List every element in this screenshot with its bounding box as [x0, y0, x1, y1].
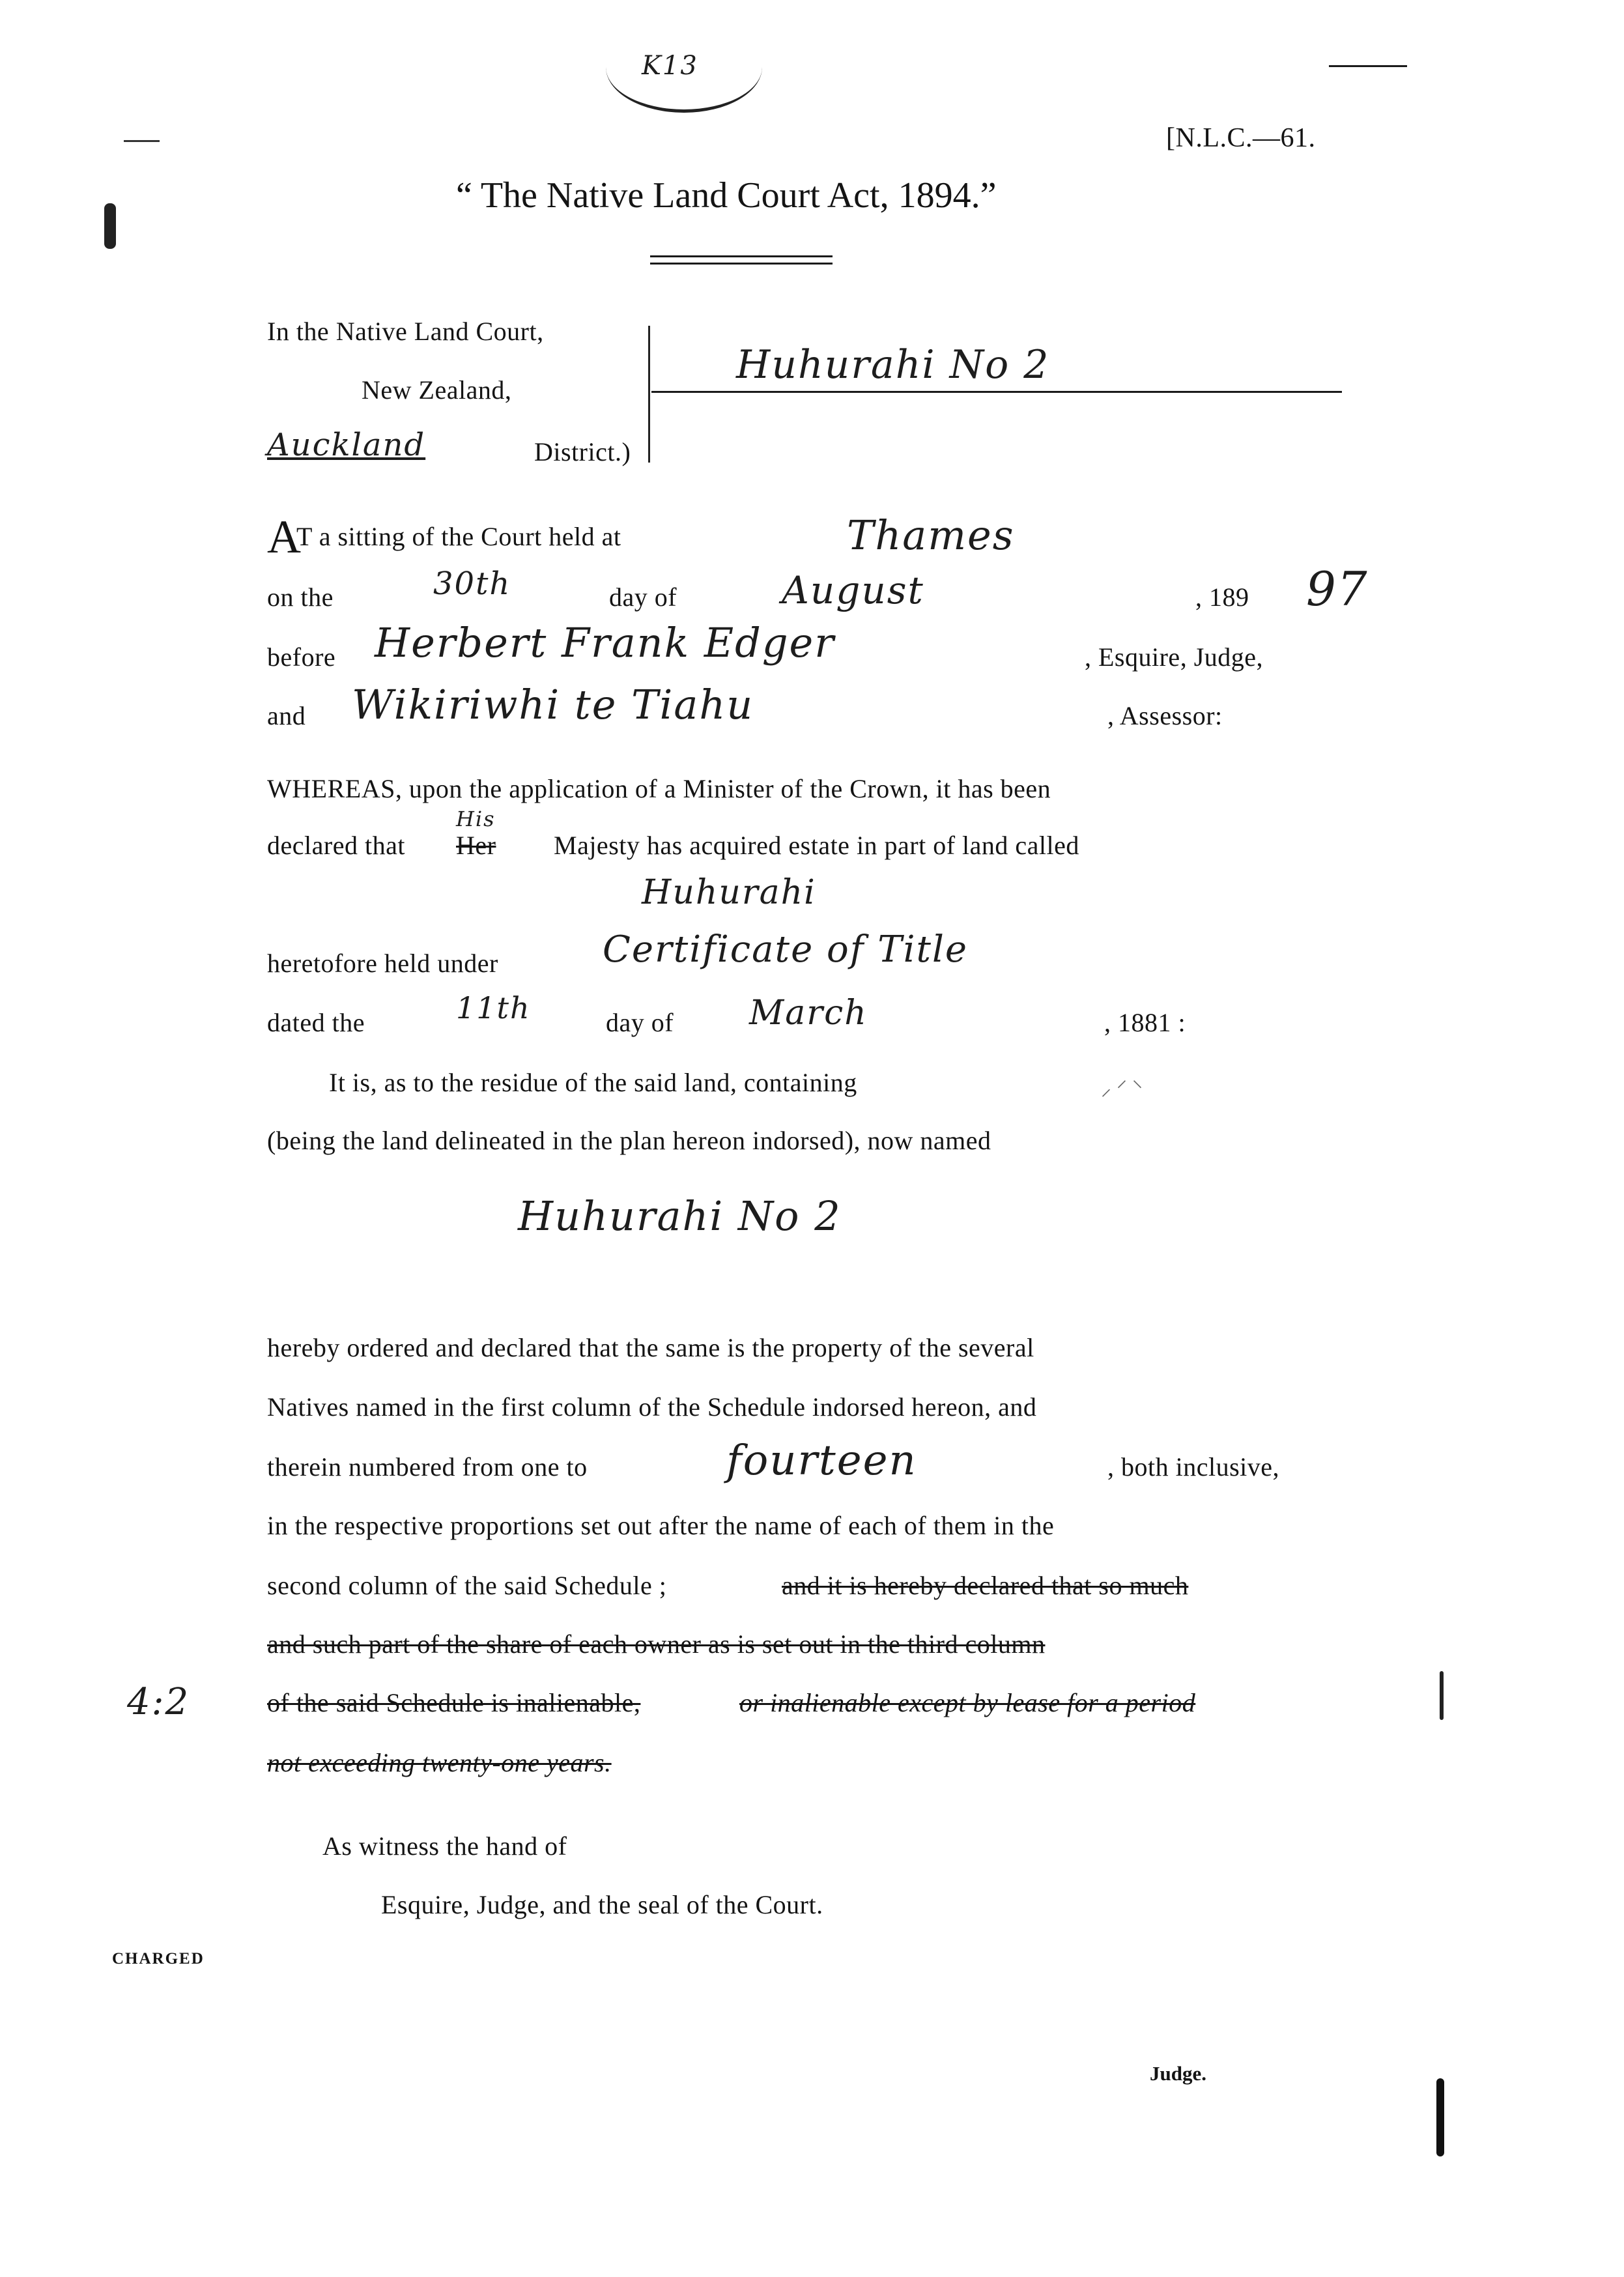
- order-line-2: Natives named in the first column of the Schedule indorsed hereon, and: [267, 1392, 1037, 1422]
- form-number: [N.L.C.—61.: [1166, 123, 1316, 153]
- order-line-1: hereby ordered and declared that the same is the property of the several: [267, 1333, 1034, 1362]
- whereas-line-1: WHEREAS, upon the application of a Minister of the Crown, it has been: [267, 774, 1051, 803]
- year-prefix: , 189: [1195, 582, 1249, 612]
- drop-cap: A: [267, 511, 301, 563]
- his-insert: His: [456, 807, 496, 831]
- day-of-label: day of: [609, 582, 677, 612]
- caption-brace: [642, 326, 650, 463]
- area-blank-marks: ⸝ ⸍ ⸌: [1101, 1076, 1143, 1100]
- sitting-intro: T a sitting of the Court held at: [296, 522, 621, 551]
- residue-line-1: It is, as to the residue of the said land, containing: [329, 1068, 857, 1097]
- judge-label: Judge.: [1150, 2062, 1206, 2085]
- country-line: New Zealand,: [362, 375, 512, 405]
- title-rule-top: [650, 255, 833, 257]
- owner-count: fourteen: [726, 1437, 917, 1485]
- edge-mark-lower: [1436, 2078, 1444, 2156]
- charged-label: CHARGED: [112, 1950, 205, 1968]
- her-struck: Her: [456, 831, 496, 860]
- held-under-label: heretofore held under: [267, 949, 498, 978]
- land-called: Huhurahi: [642, 873, 816, 912]
- year-digit: 97: [1306, 562, 1369, 616]
- before-label: before: [267, 642, 336, 672]
- edge-mark-upper: [1440, 1671, 1444, 1720]
- order-line-6-struck: and such part of the share of each owner as is set out in the third column: [267, 1629, 1046, 1659]
- order-line-4: in the respective proportions set out after the name of each of them in the: [267, 1511, 1055, 1540]
- order-line-8-struck: not exceeding twenty-one years.: [267, 1748, 612, 1777]
- order-line-7-struck: of the said Schedule is inalienable,: [267, 1688, 641, 1717]
- on-the-label: on the: [267, 582, 334, 612]
- assessor-suffix: , Assessor:: [1107, 701, 1223, 730]
- dated-month: March: [749, 994, 868, 1033]
- dated-year: , 1881 :: [1104, 1008, 1186, 1037]
- sitting-day: 30th: [433, 566, 511, 602]
- margin-tick-mark: [124, 140, 160, 142]
- reference-mark: K13: [642, 51, 698, 81]
- corner-dash: [1329, 65, 1407, 67]
- title-type: Certificate of Title: [603, 928, 969, 971]
- block-name-rule: [651, 391, 1342, 393]
- dated-day-of: day of: [606, 1008, 674, 1037]
- witness-line-2: Esquire, Judge, and the seal of the Court.: [381, 1890, 823, 1919]
- whereas-line-2: Majesty has acquired estate in part of land called: [554, 831, 1079, 860]
- order-line-7-struck-italic: or inalienable except by lease for a period: [739, 1688, 1196, 1717]
- title-rule-bottom: [650, 263, 833, 265]
- sitting-month: August: [782, 568, 924, 612]
- margin-initials: 4:2: [127, 1681, 190, 1723]
- assessor-name: Wikiriwhi te Tiahu: [352, 681, 754, 728]
- new-block-name: Huhurahi No 2: [518, 1192, 842, 1240]
- order-line-3-start: therein numbered from one to: [267, 1452, 588, 1482]
- witness-line-1: As witness the hand of: [322, 1831, 567, 1861]
- sitting-place: Thames: [847, 511, 1015, 559]
- order-line-3-end: , both inclusive,: [1107, 1452, 1280, 1482]
- and-label: and: [267, 701, 306, 730]
- margin-ink-mark: [104, 203, 116, 249]
- court-line: In the Native Land Court,: [267, 317, 544, 346]
- dated-day: 11th: [456, 990, 531, 1025]
- judge-suffix: , Esquire, Judge,: [1085, 642, 1264, 672]
- order-line-5-plain: second column of the said Schedule ;: [267, 1571, 667, 1600]
- block-name: Huhurahi No 2: [736, 342, 1050, 388]
- judge-name: Herbert Frank Edger: [375, 619, 835, 666]
- district-name: Auckland: [267, 427, 426, 463]
- dated-the-label: dated the: [267, 1008, 365, 1037]
- act-title: “ The Native Land Court Act, 1894.”: [456, 175, 997, 216]
- declared-that: declared that: [267, 831, 405, 860]
- residue-line-2: (being the land delineated in the plan hereon indorsed), now named: [267, 1126, 991, 1155]
- order-line-5-struck: and it is hereby declared that so much: [782, 1571, 1189, 1600]
- district-label: District.): [534, 437, 631, 466]
